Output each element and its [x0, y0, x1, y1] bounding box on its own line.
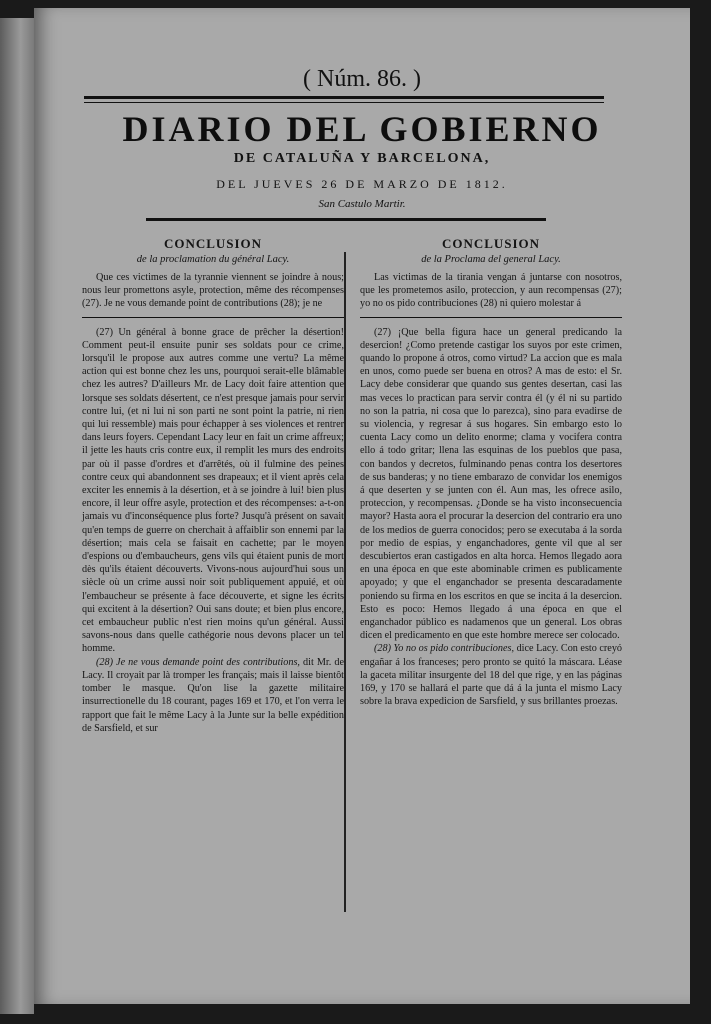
issue-number: ( Núm. 86. ) — [303, 66, 421, 92]
french-note-28 — [82, 656, 344, 735]
newspaper-subtitle: DE CATALUÑA Y BARCELONA, — [233, 151, 491, 166]
french-heading: CONCLUSION — [163, 236, 263, 251]
french-subheading: de la proclamation du général Lacy. — [136, 254, 290, 265]
newspaper-title: DIARIO DEL GOBIERNO — [122, 109, 602, 149]
dateline: DEL JUEVES 26 DE MARZO DE 1812. — [216, 177, 508, 191]
spanish-column — [360, 236, 622, 709]
header-rule-thin — [84, 102, 604, 103]
french-intro: Que ces victimes de la tyrannie viennent se joindre à nous; nous leur promettons asyle, protection, même des récompenses (27). Je ne vous demande point de contributions (28); je ne — [82, 272, 344, 310]
french-note-27: (27) Un général à bonne grace de prêcher la désertion! Comment peut-il ensuite punir ses soldats pour ce crime, lorsqu'il le propose aux autres comme une vertu? La même action qui est bonne chez les uns, pourquoi serait-elle blâmable chez les autres? D'ailleurs Mr. de Lacy doit faire attention que lorsque ses soldats désertent, ce n'est presque jamais pour servir contre lui, (et ni lui ni son parti ne sont point la patrie, ni rien qui lui ressemble) mais pour échapper à ses violences et rentrer dans leurs foyers. Cependant Lacy leur en fait un crime affreux; il jette les hauts cris contre eux, il remplit les murs des endroits par où il passe d'ordres et d'arrêtés, où il fulmine des peines contre ceux qui abandonnent ses drapeaux; et il vient après cela exciter les ennemis à la désertion, et à se joindre à lui! bien plus encore, il leur offre asyle, protection et des récompenses: a-t-on jamais vu d'inconséquence plus forte? Jusqu'à présent on savait qu'en temps de guerre on cherchait à affaiblir son ennemi par la désertion; mais cela se faisait en cachette; par le moyen d'espions ou d'embaucheurs, gens vils qui étaient punis de mort dès qu'ils étaient découverts. Vivons-nous aujourd'hui sous un siècle où un crime aussi noir soit publiquement appuié, et où l'embaucheur se présente à face découverte, et signe les écrits qui excitent à la désertion? Oui sans doute; et bien plus encore, cet embaucheur public n'est rien moins qu'un général. Aussi savons-nous dans quelle cathégorie nous devons placer un tel homme. — [82, 326, 344, 655]
french-note-28-body: dit Mr. de Lacy. Il croyait par là tromper les français; mais il laisse bientôt tomber le masque. Qu'on lise la gazette militaire insurrectionelle du 18 courant, pages 169 et 170, et l'on verra le rapport que fait le même Lacy à la Junte sur la belle expédition de Sarsfield, et sur — [82, 656, 344, 734]
ornamental-rule — [146, 218, 546, 221]
spanish-intro: Las victimas de la tirania vengan á juntarse con nosotros, que les prometemos asilo, proteccion, y aun recompensas (27); yo no os pido contribuciones (28) ni quiero molestar á — [360, 272, 622, 310]
saint-of-day: San Castulo Martir. — [318, 198, 406, 210]
spanish-heading: CONCLUSION — [441, 236, 541, 251]
spanish-note-28-head: (28) Yo no os pido contribuciones, — [374, 643, 515, 655]
french-separator — [82, 317, 344, 318]
spanish-note-28-body: dice Lacy. Con esto creyó engañar á los franceses; pero pronto se quitó la máscara. Léase la gaceta militar insurgente del 18 del que rige, y en las páginas 169, y 170 se hallará el parte que dá á la junta el mismo Lacy sobre la brava expedicion de Sarsfield, y sus brillantes proezas. — [360, 643, 623, 708]
spanish-subheading: de la Proclama del general Lacy. — [421, 254, 561, 265]
french-note-28-head: (28) Je ne vous demande point des contributions, — [96, 656, 300, 668]
book-spine — [0, 18, 34, 1014]
spanish-note-27: (27) ¡Que bella figura hace un general predicando la desercion! ¿Como pretende castigar los suyos por este crimen, quando lo propone á otros, como virtud? La accion que es mala en unos, como puede ser buena en otros? A mas de esto: el Sr. Lacy debe considerar que quando sus gentes desertan, casi las mas veces lo practican para servir contra él (y él ni su partido no son la patria, ni cosa que lo parezca), sino para evadirse de su violencia, y regresar á sus hogares. Sin embargo esto lo cuenta Lacy como un delito enorme; clama y vocifera contra ello á todo gritar; llena las esquinas de los pueblos que pasa, con bandos y decretos, fulminando penas contra los desertores de sus banderas; y no tiene embarazo de convidar los enemigos á que deserten y se junten con él. Aun mas, les ofrece asilo, proteccion, y recompensas. ¿Donde se ha visto inconsecuencia mayor? Hasta aora el procurar la desercion del contrario era uno de los medios de guerra conocidos; pero se executaba á la sorda por medio de espias, y enganchadores, gente vil que al ser descubiertos eran castigados en alta horca. Hemos llegado aora en una época en que este abominable crimen es publicamente apoyado; y que el enganchador se presenta descaradamente poniendo su firma en los escritos en que se incita á la desercion. Esto es poco: Hemos llegado á una época en que el enganchador público es nadamenos que un general. Los obras dicen el predicamento en que este hombre merece ser colocado. — [360, 326, 622, 642]
spanish-note-28 — [360, 642, 622, 708]
newspaper-page — [34, 8, 690, 1004]
french-column — [82, 236, 344, 735]
spanish-separator — [360, 317, 622, 318]
header-rule-top — [84, 96, 604, 99]
column-divider — [344, 252, 346, 912]
